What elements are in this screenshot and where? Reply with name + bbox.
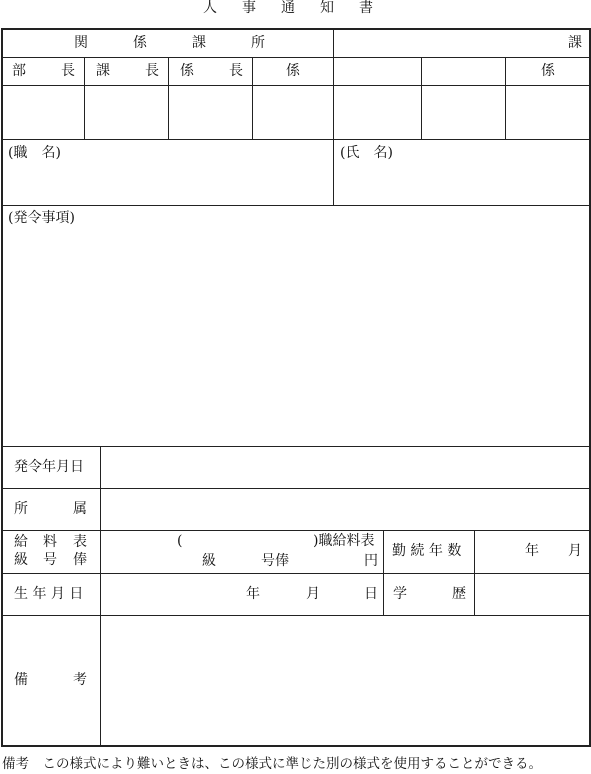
paren-open: (: [177, 533, 183, 549]
kakari-right-label: 係: [541, 63, 555, 79]
kacho-label-2: 長: [145, 63, 159, 79]
shozoku-label-2: 属: [73, 501, 87, 517]
shokumei-field[interactable]: [3, 164, 333, 204]
biko-label-2: 考: [73, 672, 87, 688]
kyuryo-char: 給: [14, 534, 28, 550]
hline: [1, 205, 590, 206]
en-label: 円: [364, 553, 378, 569]
hline: [1, 530, 590, 531]
kyugo-char: 号: [43, 552, 57, 568]
vline: [383, 530, 384, 616]
gakureki-field[interactable]: [475, 574, 589, 615]
border-top: [1, 28, 590, 30]
kacho-label-1: 課: [96, 63, 110, 79]
kyugo-char: 級: [14, 552, 28, 568]
stamp-box-kakaricho[interactable]: [169, 86, 252, 139]
kinzoku-nen-label: 年: [525, 543, 539, 559]
bucho-label-2: 長: [61, 63, 75, 79]
border-bottom: [1, 745, 591, 747]
birth-hi-label: 日: [364, 586, 378, 602]
hatsurei-jiko-label: (発令事項): [8, 210, 75, 226]
footnote: 備考 この様式により難いときは、この様式に準じた別の様式を使用することができる。: [2, 756, 542, 772]
birth-tsuki-label: 月: [306, 586, 320, 602]
related-dept-char: 所: [251, 35, 265, 51]
related-dept-char: 関: [74, 35, 88, 51]
seinengappi-label: 生 年 月 日: [14, 586, 84, 602]
kyuryo-char: 表: [73, 534, 87, 550]
title-char: 人: [203, 0, 217, 16]
title-char: 事: [242, 0, 256, 16]
hatsurei-date-label: 発令年月日: [14, 459, 84, 475]
stamp-box-kacho[interactable]: [85, 86, 168, 139]
hline: [1, 57, 590, 58]
biko-label-1: 備: [14, 672, 28, 688]
stamp-box-bucho[interactable]: [3, 86, 84, 139]
related-dept-char: 課: [192, 35, 206, 51]
shozoku-label-1: 所: [14, 501, 28, 517]
shoku-kyuryohyo-field[interactable]: [186, 532, 312, 550]
gakureki-label-1: 学: [393, 586, 407, 602]
kakari-label: 係: [286, 63, 300, 79]
kyu-label: 級: [202, 553, 216, 569]
gakureki-label-2: 歴: [452, 586, 466, 602]
stamp-box-kakari-right[interactable]: [506, 86, 589, 139]
related-dept-char: 係: [133, 35, 147, 51]
hatsurei-jiko-field[interactable]: [3, 230, 589, 444]
biko-field[interactable]: [101, 616, 589, 745]
stamp-box-right-2[interactable]: [422, 86, 505, 139]
title-char: 知: [320, 0, 334, 16]
stamp-box-right-1[interactable]: [334, 86, 421, 139]
kyugo-char: 俸: [73, 552, 87, 568]
kinzoku-nensu-label: 勤 続 年 数: [392, 543, 462, 559]
hline: [1, 139, 590, 140]
shozoku-field[interactable]: [101, 489, 589, 530]
shimei-label: (氏 名): [340, 145, 393, 161]
kinzoku-tsuki-label: 月: [568, 543, 582, 559]
title-char: 通: [281, 0, 295, 16]
kyuryo-char: 料: [43, 534, 57, 550]
birth-nen-label: 年: [246, 586, 260, 602]
kakaricho-label-2: 長: [229, 63, 243, 79]
bucho-label-1: 部: [12, 63, 26, 79]
stamp-box-kakari[interactable]: [253, 86, 333, 139]
kakaricho-label-1: 係: [180, 63, 194, 79]
shokumei-label: (職 名): [8, 145, 61, 161]
shoku-kyuryohyo-label: )職給料表: [313, 533, 375, 549]
shimei-field[interactable]: [334, 164, 589, 204]
ka-label: 課: [568, 35, 582, 51]
hatsurei-date-field[interactable]: [101, 447, 589, 488]
gohou-label: 号俸: [261, 553, 289, 569]
title-char: 書: [359, 0, 373, 16]
